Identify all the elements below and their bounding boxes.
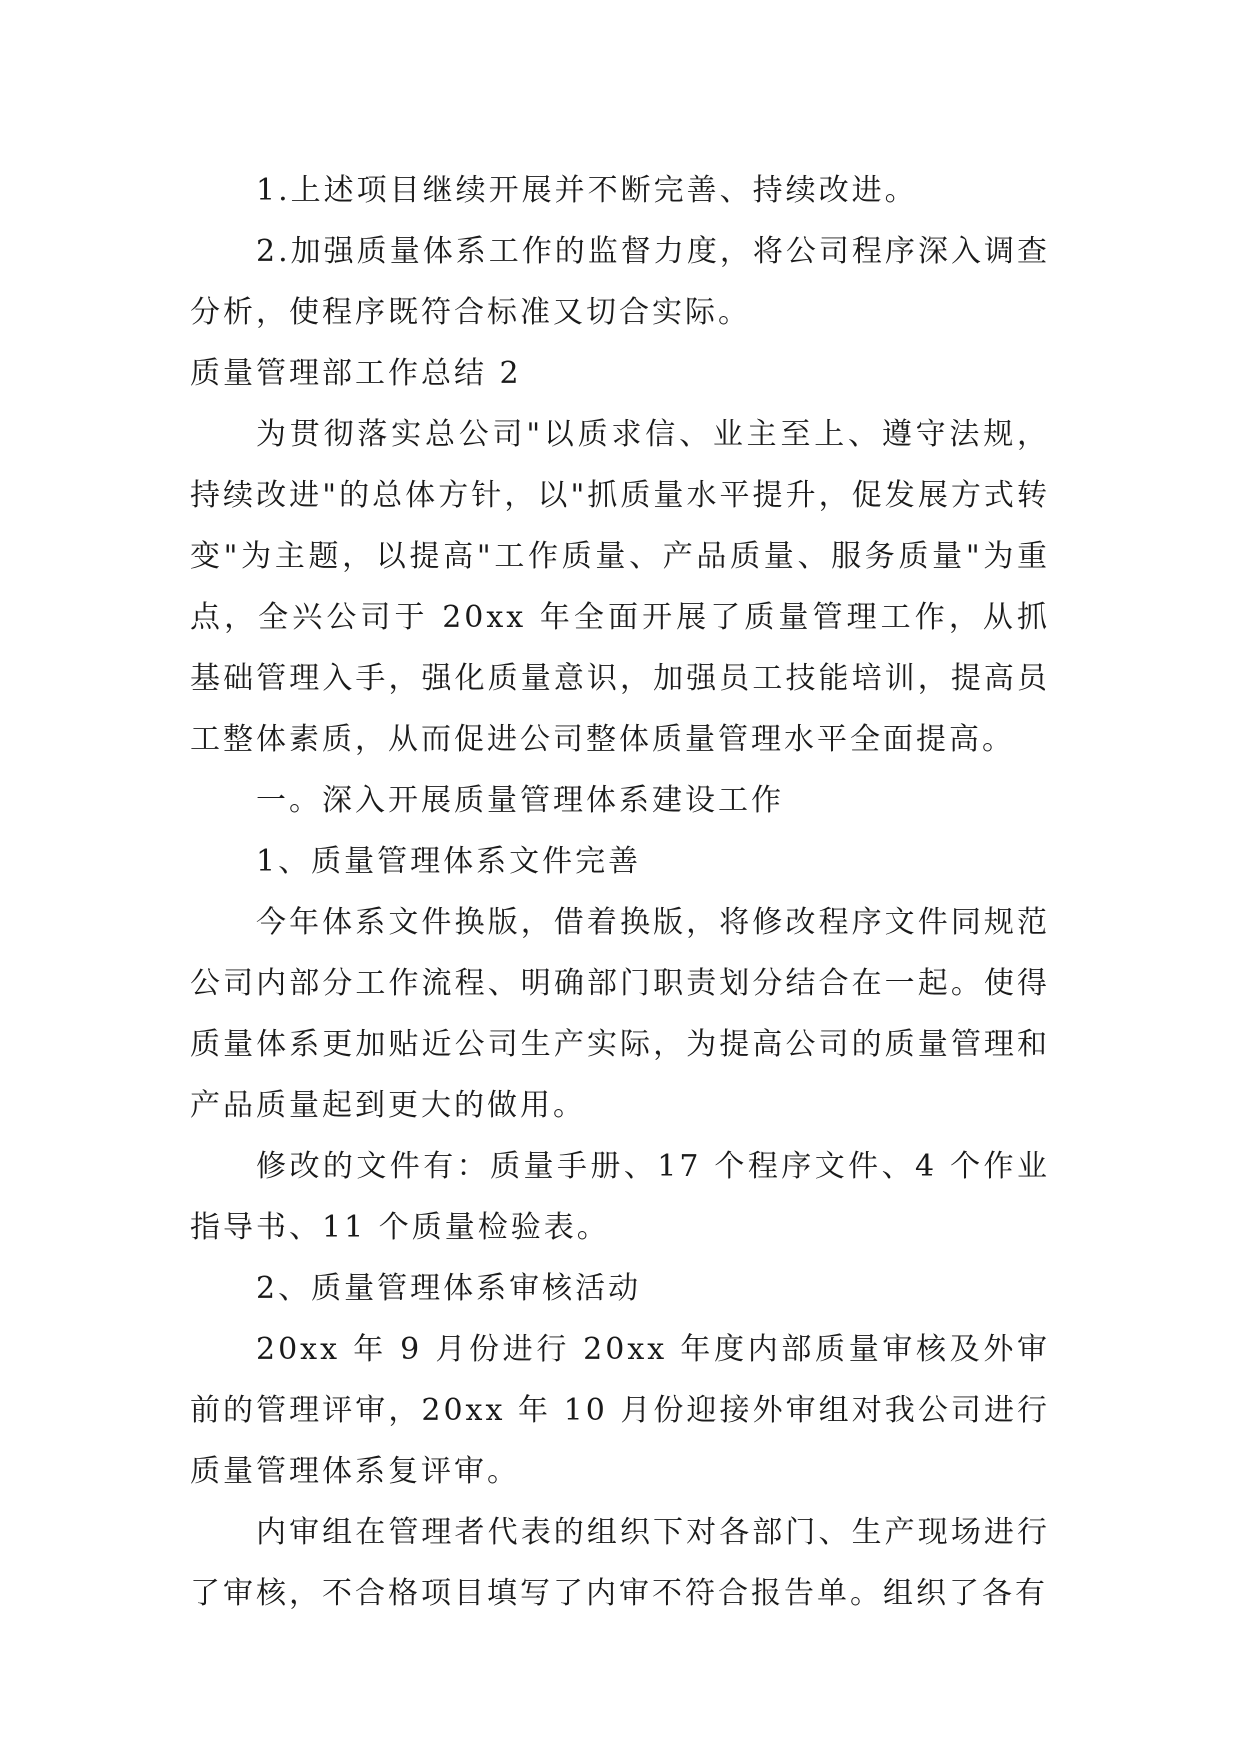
- paragraph: 为贯彻落实总公司"以质求信、业主至上、遵守法规，持续改进"的总体方针，以"抓质量水平提升，促发展方式转变"为主题，以提高"工作质量、产品质量、服务质量"为重点，全兴公司于 20xx 年全面开展了质量管理工作，从抓基础管理入手，强化质量意识，加强员工技能培训，提高员工整体素质，从而促进公司整体质量管理水平全面提高。: [190, 417, 1050, 757]
- paragraph: 今年体系文件换版，借着换版，将修改程序文件同规范公司内部分工作流程、明确部门职责划分结合在一起。使得质量体系更加贴近公司生产实际，为提高公司的质量管理和产品质量起到更大的做用。: [190, 905, 1050, 1123]
- paragraph: 2.加强质量体系工作的监督力度，将公司程序深入调查分析，使程序既符合标准又切合实际。: [190, 234, 1050, 330]
- paragraph: 修改的文件有：质量手册、17 个程序文件、4 个作业指导书、11 个质量检验表。: [190, 1149, 1050, 1245]
- section-title: 一。深入开展质量管理体系建设工作: [256, 783, 784, 818]
- section-heading: 质量管理部工作总结 2: [190, 356, 522, 391]
- document-body: [190, 160, 1050, 1624]
- paragraph: 内审组在管理者代表的组织下对各部门、生产现场进行了审核，不合格项目填写了内审不符合报告单。组织了各有: [190, 1515, 1050, 1611]
- paragraph: 1.上述项目继续开展并不断完善、持续改进。: [256, 173, 918, 208]
- subsection-title: 1、质量管理体系文件完善: [256, 844, 642, 879]
- subsection-title: 2、质量管理体系审核活动: [256, 1271, 642, 1306]
- paragraph: 20xx 年 9 月份进行 20xx 年度内部质量审核及外审前的管理评审，20xx 年 10 月份迎接外审组对我公司进行质量管理体系复评审。: [190, 1332, 1050, 1489]
